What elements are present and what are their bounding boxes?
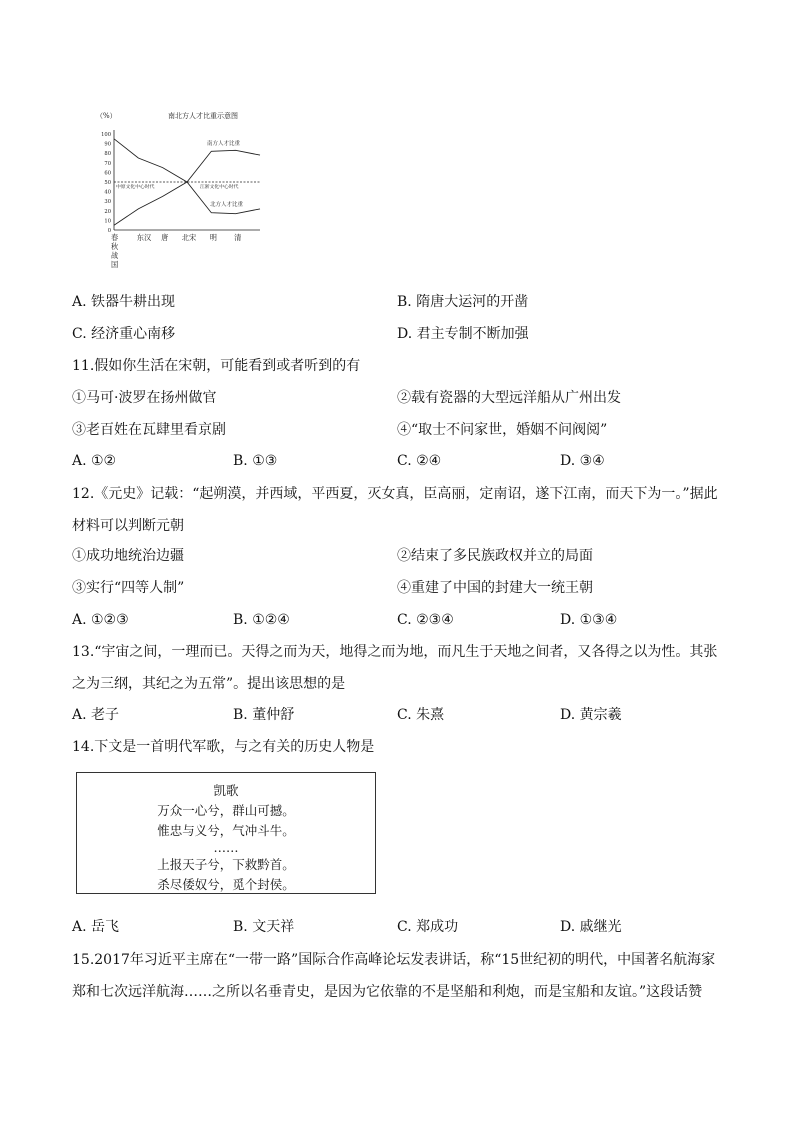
q12-option-c: C. ②③④ xyxy=(397,612,454,628)
q13-option-b: B. 董仲舒 xyxy=(233,707,295,723)
q13-option-d: D. 黄宗羲 xyxy=(560,707,622,723)
y-tick-label: 80 xyxy=(104,151,111,158)
q11-option-d: D. ③④ xyxy=(560,453,605,469)
q13-option-a: A. 老子 xyxy=(72,707,120,723)
q14-option-d: D. 戚继光 xyxy=(560,919,622,935)
poem-line-4: 上报天子兮，下救黔首。 xyxy=(157,857,295,872)
q11-statement-1: ①马可·波罗在扬州做官 xyxy=(72,390,217,406)
q14-option-c: C. 郑成功 xyxy=(397,919,459,935)
q15-stem: 15.2017年习近平主席在“一带一路”国际合作高峰论坛发表讲话，称“15世纪初的明代，中国著名航海家郑和七次远洋航海……之所以名垂青史，是因为它依靠的不是坚船和利炮，而是宝船和友谊。”这段话赞 xyxy=(72,952,716,1000)
x-tick-label: 春秋战国 xyxy=(111,233,119,269)
series-label-south: 南方人才比重 xyxy=(207,141,241,147)
q12-option-a: A. ①②③ xyxy=(72,612,129,628)
q11-statement-2: ②载有瓷器的大型远洋船从广州出发 xyxy=(397,390,621,406)
annotation-central-plains: 中原文化中心时代 xyxy=(116,185,155,190)
q11-stem: 11.假如你生活在宋朝，可能看到或者听到的有 xyxy=(72,358,361,374)
q11-option-c: C. ②④ xyxy=(397,453,442,469)
q12-statement-4: ④重建了中国的封建大一统王朝 xyxy=(397,580,593,596)
x-tick-label: 东汉 xyxy=(136,233,152,242)
y-tick-label: 10 xyxy=(104,218,111,225)
poem-line-2: 惟忠与义兮，气冲斗牛。 xyxy=(157,823,295,838)
q10-option-b: B. 隋唐大运河的开凿 xyxy=(397,294,529,310)
y-tick-label: 30 xyxy=(104,199,111,206)
y-tick-label: 100 xyxy=(101,132,111,138)
x-tick-label: 北宋 xyxy=(181,233,197,242)
poem-box xyxy=(76,772,376,894)
q14-option-b: B. 文天祥 xyxy=(233,919,295,935)
q14-stem: 14.下文是一首明代军歌，与之有关的历史人物是 xyxy=(72,739,375,755)
x-tick-label: 明 xyxy=(209,233,217,242)
q12-statement-2: ②结束了多民族政权并立的局面 xyxy=(397,548,593,564)
chart-title: 南北方人才比重示意图 xyxy=(168,112,238,120)
chart-ylabel: （%） xyxy=(96,112,117,120)
q12-option-d: D. ①③④ xyxy=(560,612,618,628)
poem-line-1: 万众一心兮，群山可撼。 xyxy=(157,803,295,818)
y-tick-label: 20 xyxy=(104,208,111,215)
annotation-jiangzhe: 江浙文化中心时代 xyxy=(200,185,239,190)
talent-ratio-chart xyxy=(92,108,272,278)
y-tick-label: 90 xyxy=(104,141,111,148)
q10-option-a: A. 铁器牛耕出现 xyxy=(72,294,176,310)
q12-statement-1: ①成功地统治边疆 xyxy=(72,548,184,564)
y-tick-label: 40 xyxy=(104,189,111,196)
poem-line-3: …… xyxy=(213,840,239,855)
q13-stem: 13.“宇宙之间，一理而已。天得之而为天，地得之而为地，而凡生于天地之间者，又各得之以为性。其张之为三纲，其纪之为五常”。提出该思想的是 xyxy=(72,644,718,692)
q11-statement-3: ③老百姓在瓦肆里看京剧 xyxy=(72,422,226,438)
y-tick-label: 60 xyxy=(104,170,111,177)
q14-option-a: A. 岳飞 xyxy=(72,919,120,935)
q13-option-c: C. 朱熹 xyxy=(397,707,445,723)
y-tick-label: 70 xyxy=(104,160,111,167)
y-tick-label: 50 xyxy=(104,180,111,186)
y-tick-label: 0 xyxy=(107,228,111,234)
q11-option-b: B. ①③ xyxy=(233,453,278,469)
series-label-north: 北方人才比重 xyxy=(210,202,244,208)
q11-statement-4: ④“取士不问家世，婚姻不问阀阅” xyxy=(397,422,608,438)
x-tick-label: 唐 xyxy=(161,233,169,242)
q12-option-b: B. ①②④ xyxy=(233,612,290,628)
q10-option-d: D. 君主专制不断加强 xyxy=(397,326,529,342)
q12-stem: 12.《元史》记载：“起朔漠，并西域，平西夏，灭女真，臣高丽，定南诏，遂下江南，而天下为一。”据此材料可以判断元朝 xyxy=(72,486,718,534)
q11-option-a: A. ①② xyxy=(72,453,117,469)
poem-line-5: 杀尽倭奴兮，觅个封侯。 xyxy=(157,877,295,892)
q10-option-c: C. 经济重心南移 xyxy=(72,326,176,342)
poem-title: 凯歌 xyxy=(213,783,239,798)
q12-statement-3: ③实行“四等人制” xyxy=(72,580,185,596)
x-tick-label: 清 xyxy=(234,233,242,242)
